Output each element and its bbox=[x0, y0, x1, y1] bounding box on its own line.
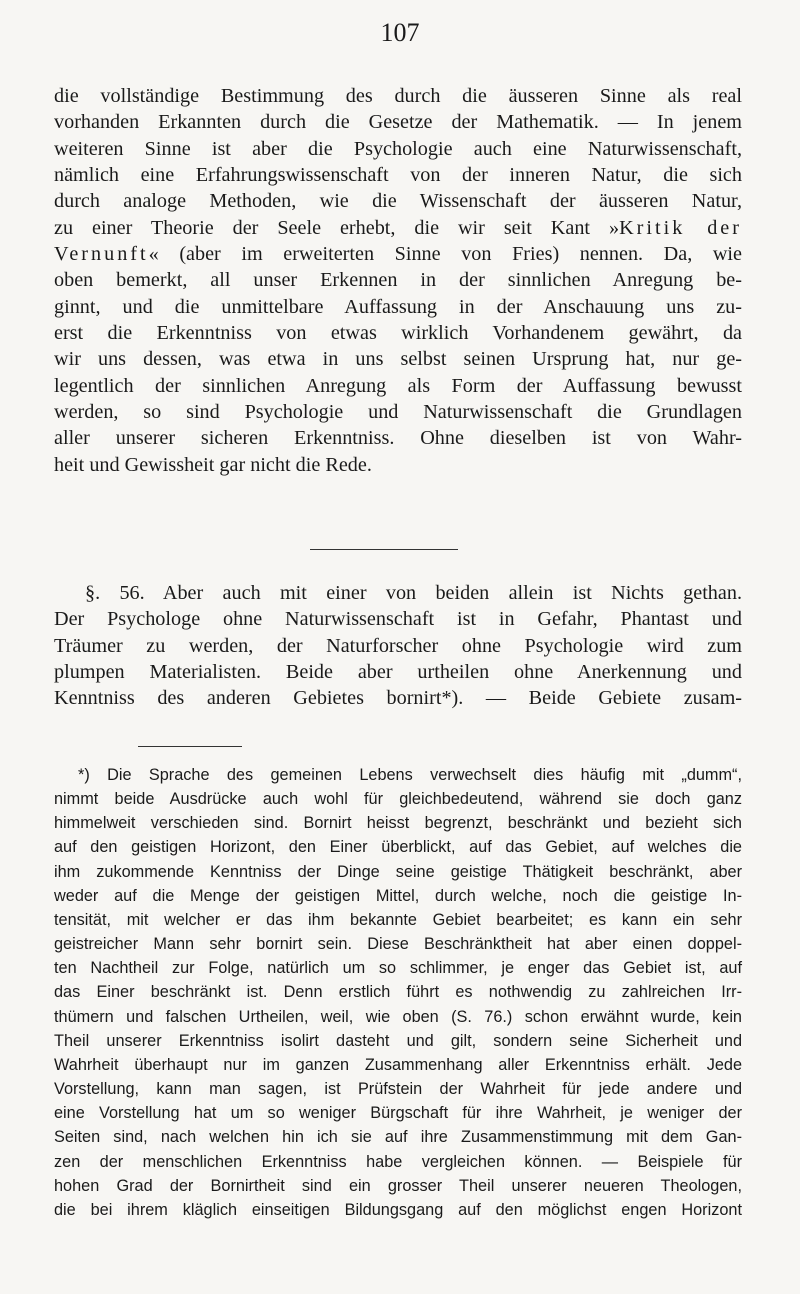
footnote-line: zen der menschlichen Erkenntniss habe vergleichen können. — Beispiele für bbox=[54, 1152, 742, 1171]
emphasized-term: Kritik der bbox=[619, 216, 742, 239]
footnote-line: Vorstellung, kann man sagen, ist Prüfstein der Wahrheit für jede andere und bbox=[54, 1080, 742, 1099]
text-line: die vollständige Bestimmung des durch die äusseren Sinne als real bbox=[54, 85, 742, 107]
text-line: legentlich der sinnlichen Anregung als Form der Auffassung bewusst bbox=[54, 374, 742, 397]
footnote-line: ten Nachtheil zur Folge, natürlich um so schlimmer, je enger das Gebiet ist, auf bbox=[54, 959, 742, 978]
footnote-line: ihm zukommende Kenntniss der Dinge seine geistige Thätigkeit beschränkt, aber bbox=[54, 862, 742, 881]
footnote-divider bbox=[138, 746, 242, 747]
emphasized-term: Vernunft bbox=[54, 243, 149, 266]
text-line: weiteren Sinne ist aber die Psychologie auch eine Naturwissenschaft, bbox=[54, 137, 742, 160]
footnote-line: geistreicher Mann sehr bornirt sein. Diese Beschränktheit hat aber einen doppel- bbox=[54, 935, 742, 954]
footnote-line: tensität, mit welcher er das ihm bekannte Gebiet bearbeitet; es kann ein sehr bbox=[54, 910, 742, 929]
text-line: Vernunft« (aber im erweiterten Sinne von Fries) nennen. Da, wie bbox=[54, 243, 742, 266]
text-line: heit und Gewissheit gar nicht die Rede. bbox=[54, 453, 372, 476]
text-line: Träumer zu werden, der Naturforscher ohne Psychologie wird zum bbox=[54, 634, 742, 657]
footnote-line: Theil unserer Erkenntniss isolirt dasteht und gilt, sondern seine Sicherheit und bbox=[54, 1031, 742, 1050]
footnote-line: thümern und falschen Urtheilen, weil, wie oben (S. 76.) schon erwähnt wurde, kein bbox=[54, 1007, 742, 1026]
footnote-line: das Einer beschränkt ist. Denn erstlich führt es nothwendig zu zahlreichen Irr- bbox=[54, 983, 742, 1002]
text-line: Der Psychologe ohne Naturwissenschaft ist in Gefahr, Phantast und bbox=[54, 608, 742, 631]
text-line: werden, so sind Psychologie und Naturwissenschaft die Grundlagen bbox=[54, 401, 742, 424]
text-line: §. 56. Aber auch mit einer von beiden allein ist Nichts gethan. bbox=[85, 582, 742, 604]
text-line: vorhanden Erkannten durch die Gesetze der Mathematik. — In jenem bbox=[54, 111, 742, 134]
footnote-line: Wahrheit überhaupt nur im ganzen Zusammenhang aller Erkenntniss erhält. Jede bbox=[54, 1055, 742, 1074]
text-line: erst die Erkenntniss von etwas wirklich Vorhandenem gewährt, da bbox=[54, 322, 742, 345]
text-line: wir uns dessen, was etwa in uns selbst seinen Ursprung hat, nur ge- bbox=[54, 348, 742, 371]
footnote-line: *) Die Sprache des gemeinen Lebens verwechselt dies häufig mit „dumm“, bbox=[78, 766, 742, 784]
footnote-line: weder auf die Menge der geistigen Mittel, durch welche, noch die geistige In- bbox=[54, 886, 742, 905]
footnote-line: die bei ihrem kläglich einseitigen Bildungsgang auf den möglichst engen Horizont bbox=[54, 1200, 742, 1219]
text-line: zu einer Theorie der Seele erhebt, die wir seit Kant »Kritik der bbox=[54, 216, 742, 239]
text-line: durch analoge Methoden, wie die Wissenschaft der äusseren Natur, bbox=[54, 190, 742, 213]
footnote-line: auf den geistigen Horizont, den Einer überblickt, auf das Gebiet, auf welches die bbox=[54, 838, 742, 857]
footnote-line: hohen Grad der Bornirtheit sind ein grosser Theil unserer neueren Theologen, bbox=[54, 1176, 742, 1195]
text-line: nämlich eine Erfahrungswissenschaft von der inneren Natur, die sich bbox=[54, 164, 742, 187]
body-paragraph-1 bbox=[54, 83, 742, 478]
footnote-line: eine Vorstellung hat um so weniger Bürgschaft für ihre Wahrheit, je weniger der bbox=[54, 1104, 742, 1123]
section-divider bbox=[310, 549, 458, 550]
text-line: plumpen Materialisten. Beide aber urtheilen ohne Anerkennung und bbox=[54, 661, 742, 684]
footnote-line: Seiten sind, nach welchen hin ich sie auf ihre Zusammenstimmung mit dem Gan- bbox=[54, 1128, 742, 1147]
text-line: aller unserer sicheren Erkenntniss. Ohne dieselben ist von Wahr- bbox=[54, 427, 742, 450]
footnote-line: himmelweit verschieden sind. Bornirt heisst begrenzt, beschränkt und bezieht sich bbox=[54, 814, 742, 833]
page-number: 107 bbox=[380, 18, 420, 47]
text-line: oben bemerkt, all unser Erkennen in der sinnlichen Anregung be- bbox=[54, 269, 742, 292]
footnote bbox=[54, 763, 742, 1222]
text-line: Kenntniss des anderen Gebietes bornirt*). — Beide Gebiete zusam- bbox=[54, 687, 742, 710]
body-paragraph-2 bbox=[54, 580, 742, 712]
footnote-line: nimmt beide Ausdrücke auch wohl für gleichbedeutend, während sie doch ganz bbox=[54, 790, 742, 809]
text-line: ginnt, und die unmittelbare Auffassung in der Anschauung uns zu- bbox=[54, 295, 742, 318]
